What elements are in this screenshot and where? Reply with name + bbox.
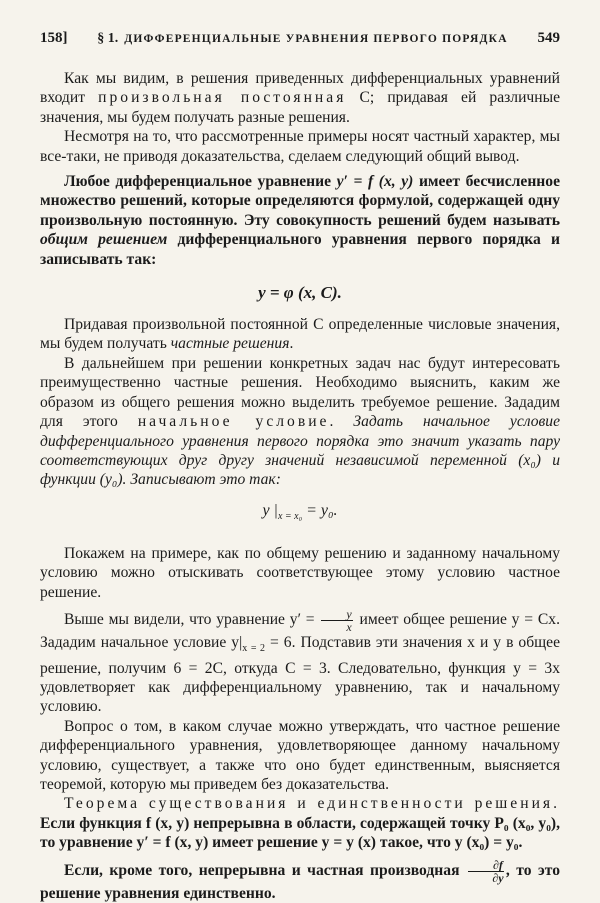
- p5-definition-italic: Задать начальное условие дифференциального уравнения первого порядка это значит указать пару соответствующих друг другу значений независимой переменной (x₀) и функции (y₀). Записывают это так:: [40, 413, 561, 489]
- header-section: § 1.: [97, 31, 119, 46]
- paragraph-8: Вопрос о том, в каком случае можно утверждать, что частное решение дифференциального уравнения, удовлетворяющее данному начальному условию, существует, а также что оно будет единственным, выясняется теоремой, которую мы приведем без доказательства.: [40, 717, 560, 794]
- p3-equation: y′ = f (x, y): [336, 173, 414, 191]
- paragraph-9-theorem: [40, 794, 560, 852]
- paragraph-1: [40, 69, 560, 127]
- header-title-text: ДИФФЕРЕНЦИАЛЬНЫЕ УРАВНЕНИЯ ПЕРВОГО ПОРЯДКА: [124, 33, 508, 45]
- formula2-rhs: = y₀.: [302, 501, 338, 519]
- theorem-title: Теорема существования и единственности решения.: [64, 795, 560, 813]
- p3-text-b: имеет бесчисленное множество решений, которые определяются формулой, содержащей одну произвольную постоянную. Эту совокупность решений будем называть: [40, 173, 561, 229]
- p10-text-a: Если, кроме того, непрерывна и частная производная: [64, 861, 466, 879]
- paragraph-4: [40, 315, 560, 354]
- p5-initial-condition-term: начальное условие: [137, 413, 330, 431]
- fraction-partial-derivative: [468, 859, 504, 884]
- paragraph-5: [40, 354, 560, 490]
- p4-text-a: Придавая произвольной постоянной C определенные числовые значения, мы будем получать: [40, 316, 560, 353]
- partial-denominator: ∂y: [492, 870, 504, 885]
- fraction-numerator: y: [321, 608, 352, 621]
- page-number: 549: [537, 30, 560, 46]
- p10-text-b: , то это решение уравнения единственно.: [40, 861, 561, 902]
- fraction-denominator: x: [346, 620, 352, 635]
- paragraph-7: [40, 608, 560, 717]
- formula2-subscript: x = x₀: [277, 510, 303, 522]
- partial-numerator: ∂f: [468, 859, 504, 872]
- paragraph-6: Покажем на примере, как по общему решению и заданному начальному условию можно отыскивать соответствующее этому условию частное решение.: [40, 544, 560, 601]
- p1-text-a: Как мы видим, в решения приведенных дифференциальных уравнений входит: [40, 70, 560, 107]
- running-header: [40, 30, 560, 47]
- paragraph-3-statement: [40, 172, 560, 269]
- p3-general-solution-term: общим решением: [40, 231, 168, 249]
- p4-text-c: .: [289, 335, 294, 353]
- book-page: [40, 30, 560, 903]
- header-title: [97, 31, 507, 47]
- initial-condition-formula: [40, 502, 560, 522]
- paragraph-10-uniqueness: [40, 859, 560, 903]
- general-solution-formula: y = φ (x, C).: [258, 283, 342, 303]
- p7-text-c: = 6. Подставив эти значения x и y в общее решение, получим 6 = 2C, откуда C = 3. Следовательно, функция y = 3x удовлетворяет как дифференциальному уравнению, так и начальному условию.: [40, 634, 560, 716]
- paragraph-2: Несмотря на то, что рассмотренные примеры носят частный характер, мы все-таки, не приводя доказательства, сделаем следующий общий вывод.: [40, 128, 560, 165]
- p7-subscript: x = 2: [242, 643, 266, 655]
- p5-text-a: В дальнейшем при решении конкретных задач нас будут интересовать преимущественно частные решения. Необходимо выяснить, каким же образом из общего решения можно выделить требуемое решение. Зададим для этого: [40, 354, 560, 431]
- formula2-lhs: y |: [262, 501, 278, 519]
- p1-spaced-term: произвольная постоянная: [98, 89, 347, 107]
- header-left-ref: 158]: [40, 30, 68, 46]
- p4-particular-solutions-term: частные решения: [170, 335, 290, 353]
- p7-text-a: Выше мы видели, что уравнение y′ =: [64, 611, 320, 629]
- p7-text-b: имеет общее решение y = Cx. Зададим начальное условие y|: [40, 611, 560, 652]
- p5-text-c: .: [329, 413, 354, 431]
- fraction-y-over-x: [321, 608, 352, 633]
- p1-text-c: C; придавая ей различные значения, мы будем получать разные решения.: [40, 89, 560, 126]
- p3-text-d: дифференциального уравнения первого порядка и записывать так:: [40, 231, 560, 268]
- p3-text-a: Любое дифференциальное уравнение: [64, 173, 337, 191]
- theorem-statement: Если функция f (x, y) непрерывна в области, содержащей точку P₀ (x₀, y₀), то уравнение y′ = f (x, y) имеет решение y = y (x) такое, что y (x₀) = y₀.: [40, 814, 560, 852]
